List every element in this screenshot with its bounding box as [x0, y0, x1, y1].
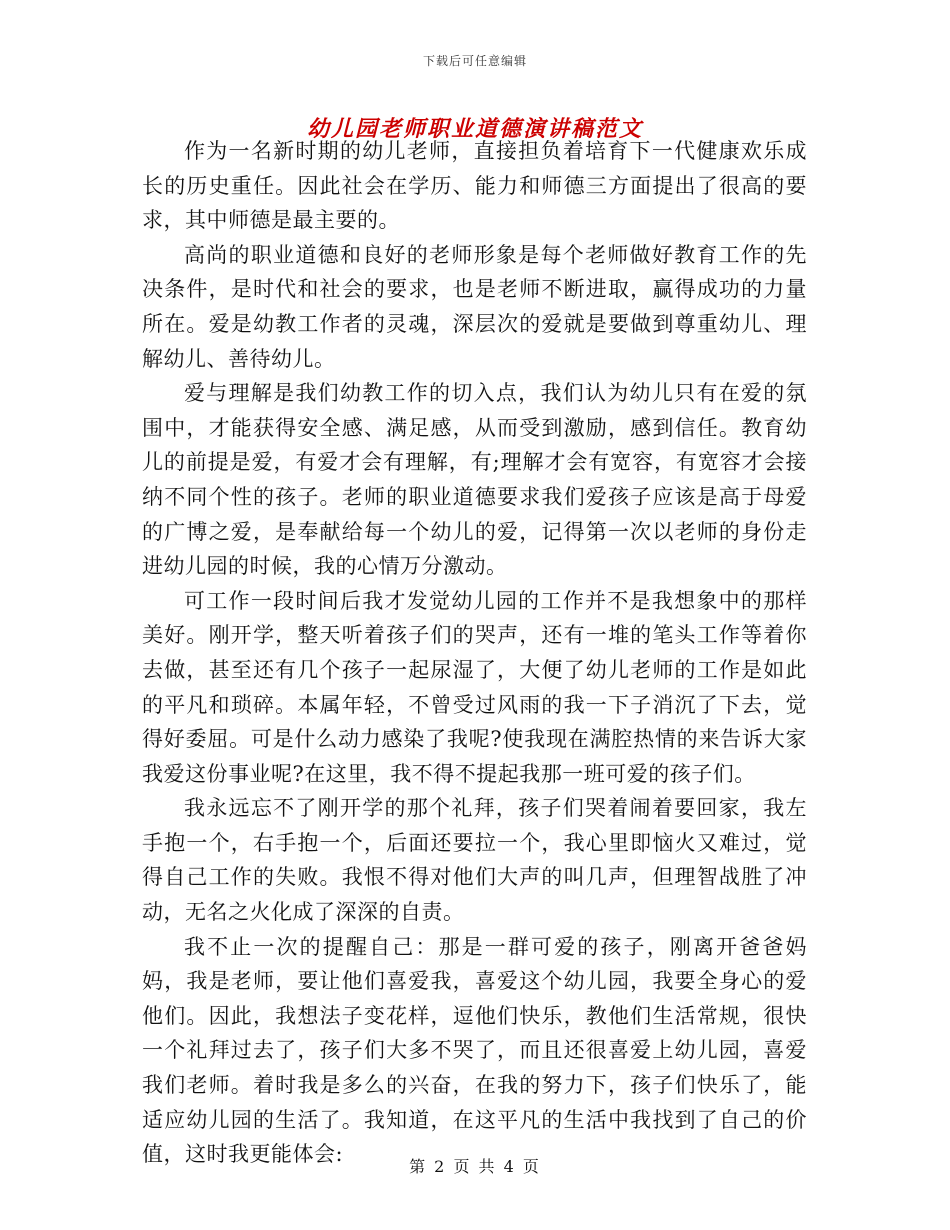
- document-body: [142, 134, 807, 1172]
- paragraph: 高尚的职业道德和良好的老师形象是每个老师做好教育工作的先决条件，是时代和社会的要求，也是老师不断进取，赢得成功的力量所在。爱是幼教工作者的灵魂，深层次的爱就是要做到尊重幼儿、理解幼儿、善待幼儿。: [142, 242, 807, 371]
- document-title: 幼儿园老师职业道德演讲稿范文: [306, 117, 643, 142]
- page-number-footer: 第 2 页 共 4 页: [409, 1157, 541, 1176]
- header-note: 下载后可任意编辑: [422, 54, 527, 68]
- paragraph: 我不止一次的提醒自己：那是一群可爱的孩子，刚离开爸爸妈妈，我是老师，要让他们喜爱我，喜爱这个幼儿园，我要全身心的爱他们。因此，我想法子变花样，逗他们快乐，教他们生活常规，很快一个礼拜过去了，孩子们大多不哭了，而且还很喜爱上幼儿园，喜爱我们老师。着时我是多么的兴奋，在我的努力下，孩子们快乐了，能适应幼儿园的生活了。我知道，在这平凡的生活中我找到了自己的价值，这时我更能体会:: [142, 934, 807, 1167]
- paragraph: 作为一名新时期的幼儿老师，直接担负着培育下一代健康欢乐成长的历史重任。因此社会在学历、能力和师德三方面提出了很高的要求，其中师德是最主要的。: [142, 139, 807, 233]
- paragraph: 可工作一段时间后我才发觉幼儿园的工作并不是我想象中的那样美好。刚开学，整天听着孩子们的哭声，还有一堆的笔头工作等着你去做，甚至还有几个孩子一起尿湿了，大便了幼儿老师的工作是如此的平凡和琐碎。本属年轻，不曾受过风雨的我一下子消沉了下去，觉得好委屈。可是什么动力感染了我呢?使我现在满腔热情的来告诉大家我爱这份事业呢?在这里，我不得不提起我那一班可爱的孩子们。: [142, 588, 807, 786]
- paragraph: 我永远忘不了刚开学的那个礼拜，孩子们哭着闹着要回家，我左手抱一个，右手抱一个，后面还要拉一个，我心里即恼火又难过，觉得自己工作的失败。我恨不得对他们大声的叫几声，但理智战胜了冲动，无名之火化成了深深的自责。: [142, 796, 807, 925]
- paragraph: 爱与理解是我们幼教工作的切入点，我们认为幼儿只有在爱的氛围中，才能获得安全感、满足感，从而受到激励，感到信任。教育幼儿的前提是爱，有爱才会有理解，有;理解才会有宽容，有宽容才会接纳不同个性的孩子。老师的职业道德要求我们爱孩子应该是高于母爱的广博之爱，是奉献给每一个幼儿的爱，记得第一次以老师的身份走进幼儿园的时候，我的心情万分激动。: [142, 381, 807, 579]
